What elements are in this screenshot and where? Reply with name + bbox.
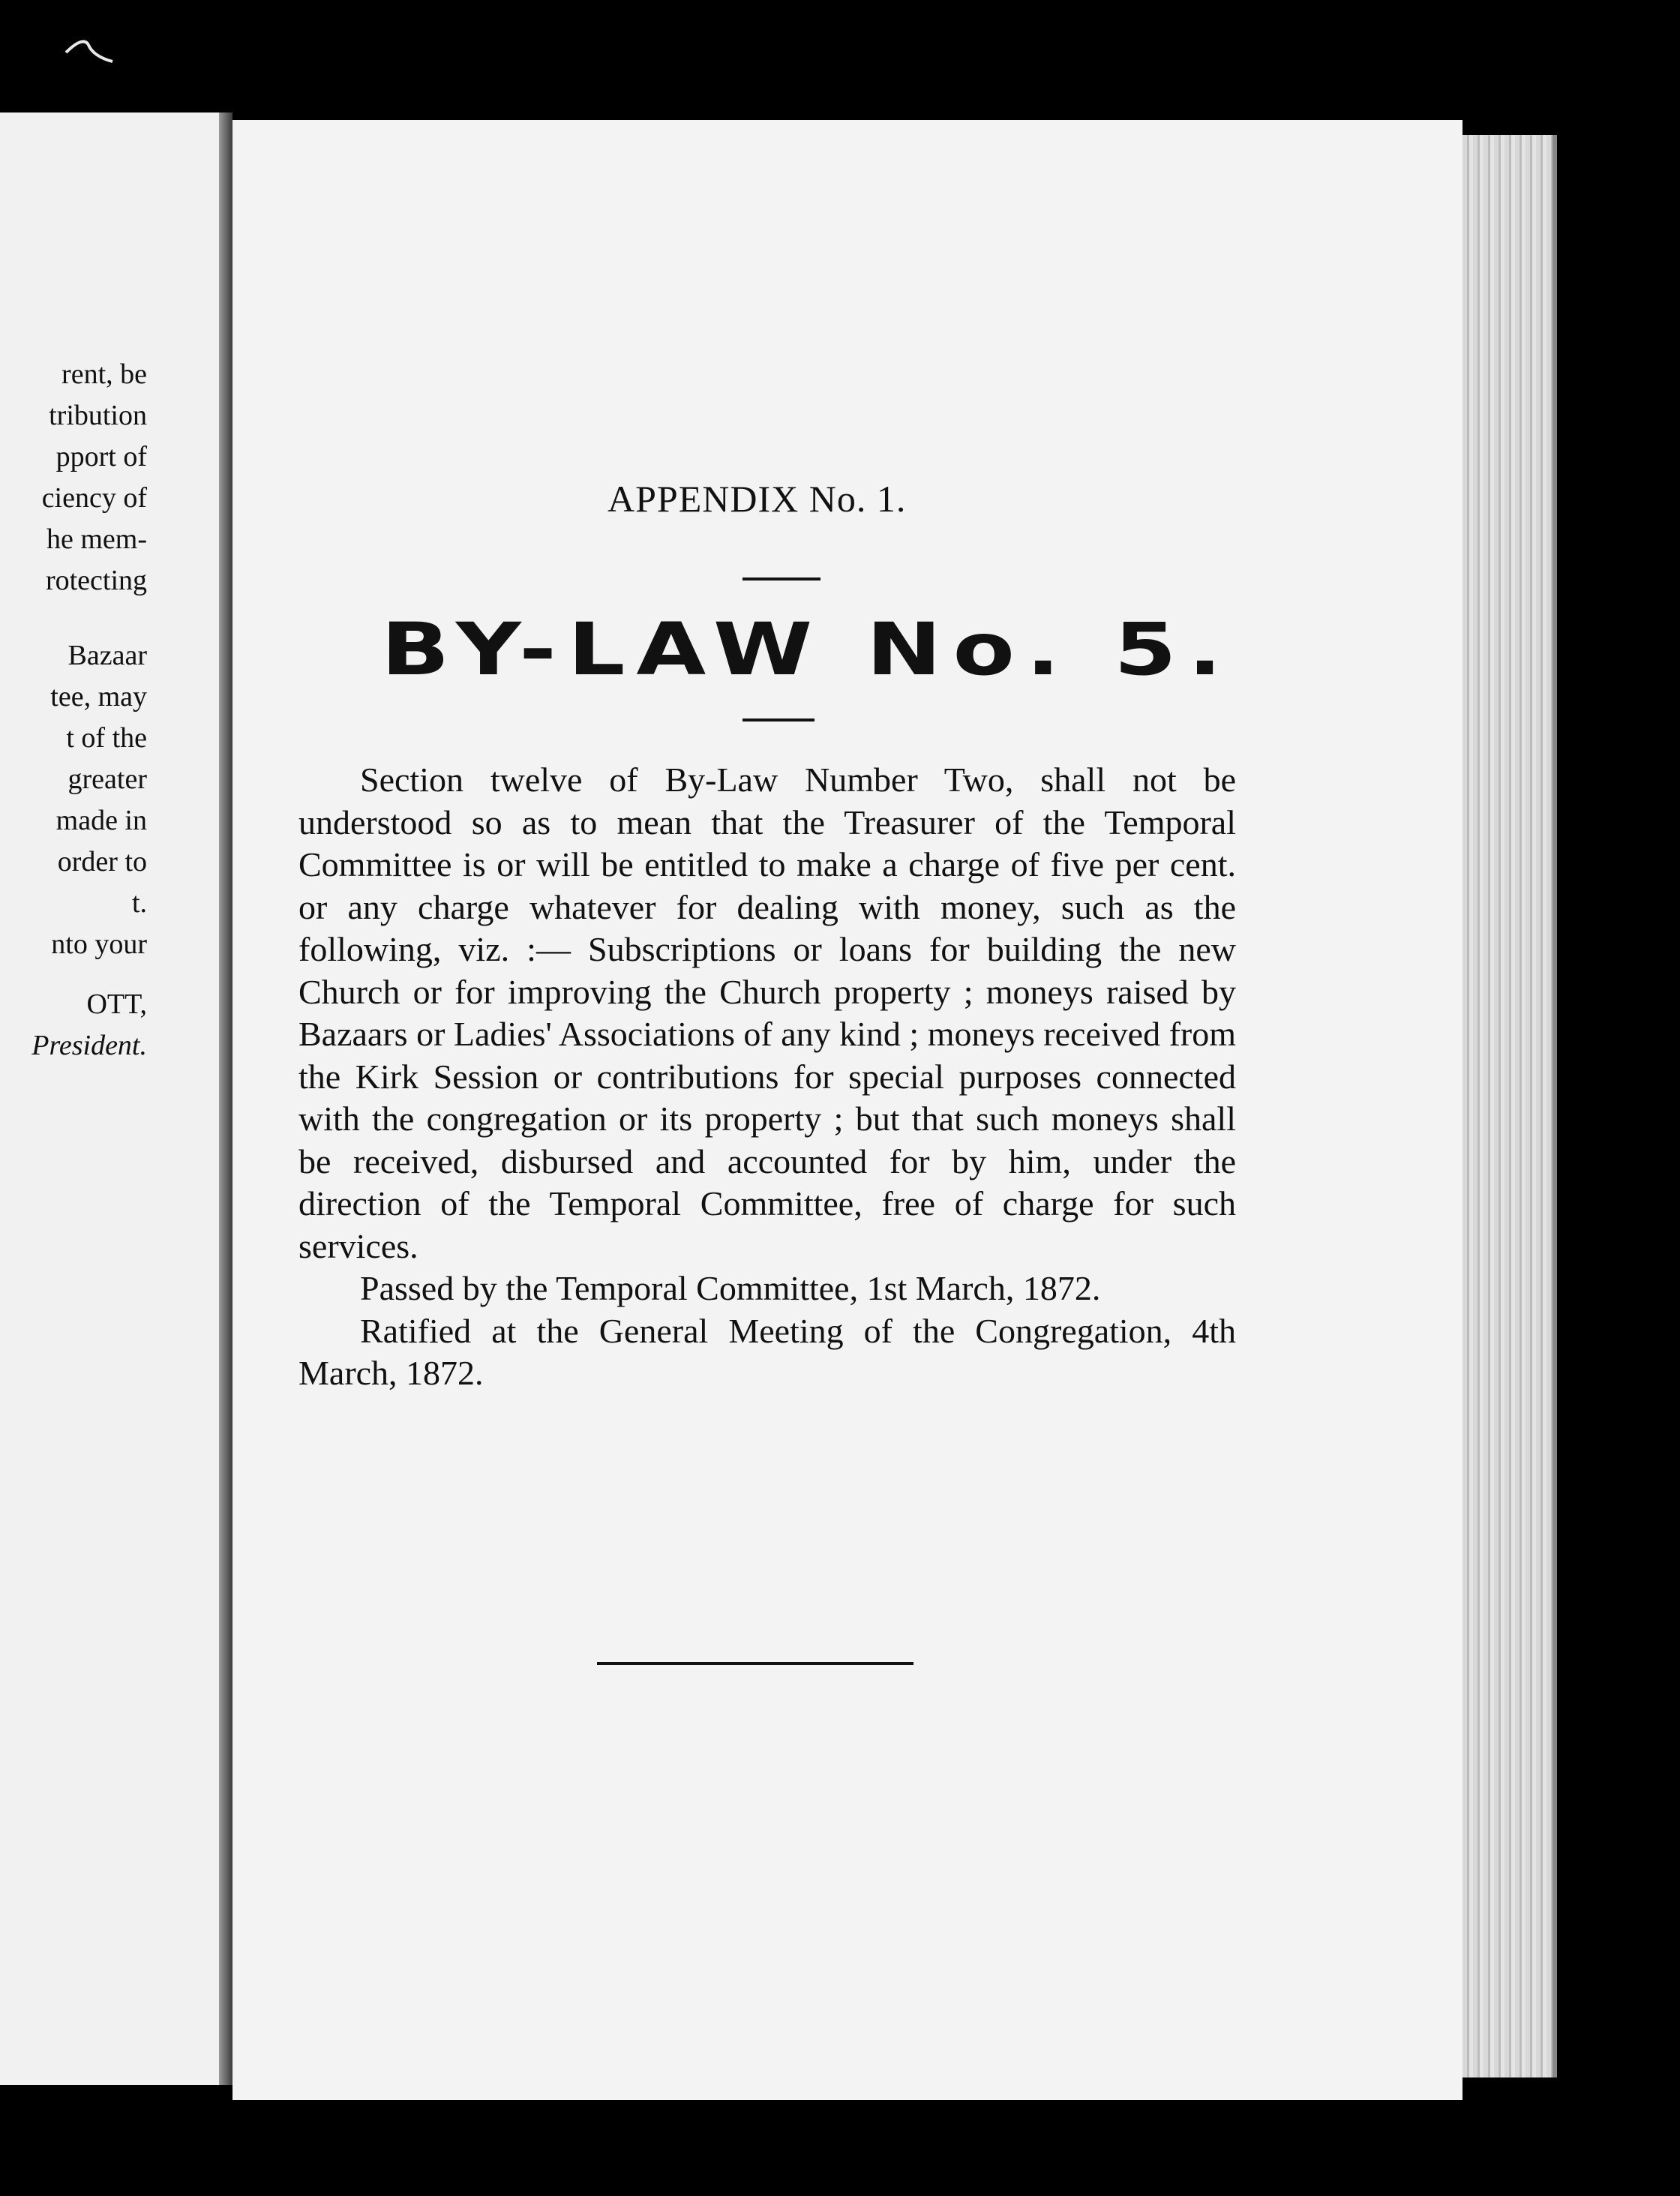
heading-divider-top (742, 578, 820, 580)
left-page-line: he mem- (46, 524, 147, 555)
left-page-line: pport of (56, 441, 147, 472)
left-page-line: Bazaar (68, 640, 147, 671)
ratified-note: Ratified at the General Meeting of the Congregation, 4th March, 1872. (298, 1311, 1236, 1392)
appendix-heading: APPENDIX No. 1. (608, 478, 907, 520)
bylaw-title: BY-LAW No. 5. (381, 608, 1234, 692)
end-rule (597, 1662, 914, 1665)
bylaw-section-paragraph: Section twelve of By-Law Number Two, shall not be understood so as to mean that the Treasurer of the Temporal Committee is or will be entitled to make a charge of five per cent. or any charge whatever for dealing with money, such as the following, viz. :— Subscriptions or loans for building the new Church or for improving the Church property ; moneys raised by Bazaars or Ladies' Associations of any kind ; moneys received from the Kirk Session or contributions for special purposes connected with the congregation or its property ; but that such moneys shall be received, disbursed and accounted for by him, under the direction of the Temporal Committee, free of charge for such services. (298, 760, 1236, 1265)
passed-note: Passed by the Temporal Committee, 1st March, 1872. (360, 1269, 1101, 1307)
book-gutter (219, 112, 232, 2085)
left-page-line: tribution (49, 400, 147, 431)
left-page-signature-title: President. (32, 1030, 147, 1061)
left-page-line: greater (68, 764, 147, 795)
left-page-line: OTT, (86, 988, 147, 1020)
left-page-line: order to (57, 846, 147, 878)
left-page-line: made in (56, 805, 147, 836)
left-page-line: nto your (51, 928, 147, 960)
left-page-line: ciency of (41, 482, 147, 514)
handwritten-check-mark (63, 36, 116, 66)
left-page-line: t of the (66, 722, 147, 754)
left-page-line: rent, be (62, 358, 147, 390)
bylaw-body (298, 759, 1236, 1395)
previous-page-fragment (0, 112, 219, 2085)
left-page-line: t. (131, 887, 147, 919)
heading-divider-bottom (742, 718, 814, 722)
left-page-line: rotecting (45, 565, 147, 596)
left-page-line: tee, may (50, 681, 147, 712)
